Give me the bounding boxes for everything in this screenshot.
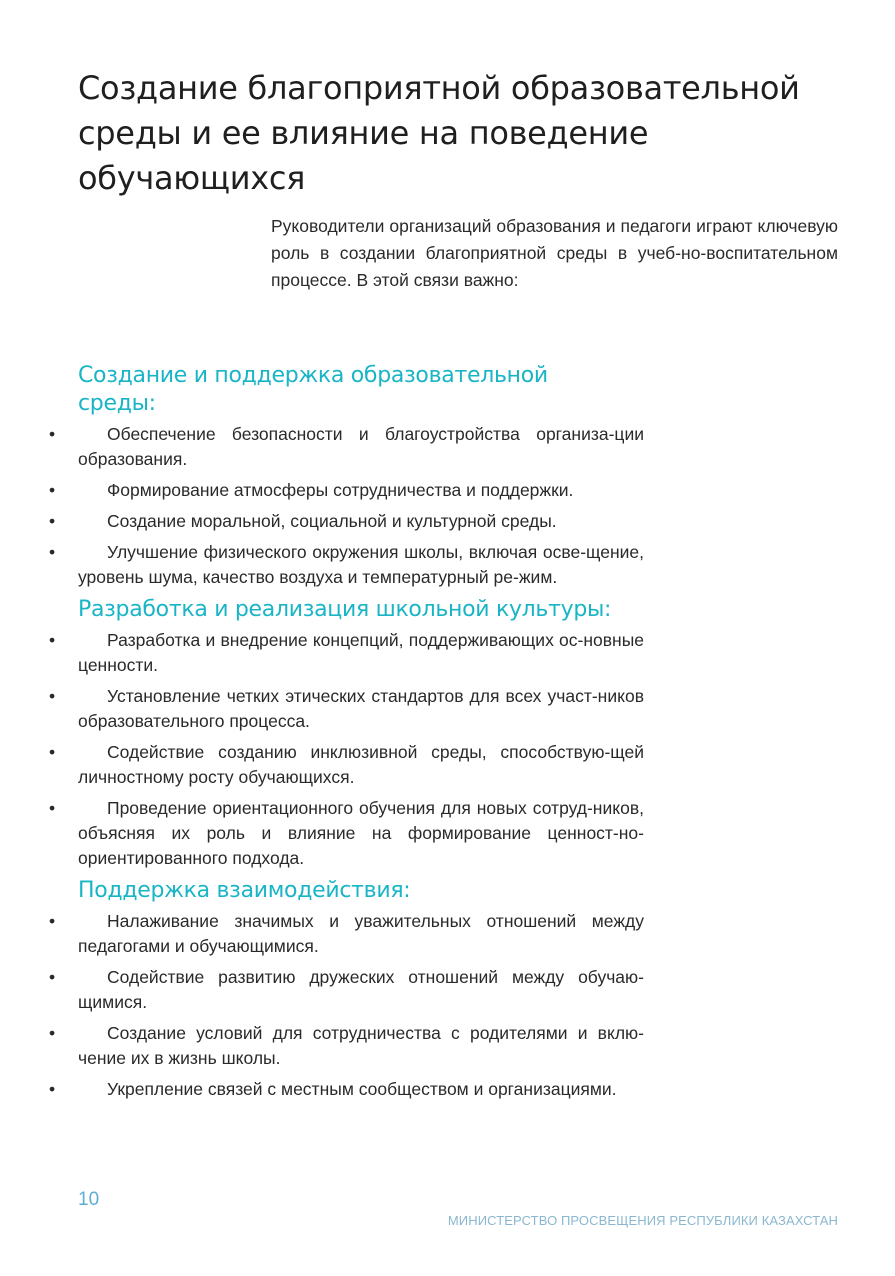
bullet-icon: •	[49, 630, 56, 650]
list-item	[49, 1077, 644, 1102]
list-item-text: Укрепление связей с местным сообществом и организациями.	[107, 1079, 617, 1099]
section-heading: Создание и поддержка образовательной среды:	[78, 363, 548, 416]
bullet-icon: •	[49, 798, 56, 818]
list-item-text: Установление четких этических стандартов для всех участ-ников образовательного процесса.	[78, 686, 644, 731]
list-item	[49, 628, 644, 678]
bullet-icon: •	[49, 1023, 56, 1043]
list-item-text: Содействие созданию инклюзивной среды, способствую-щей личностному росту обучающихся.	[78, 742, 644, 787]
list-item	[49, 796, 644, 871]
list-item-text: Улучшение физического окружения школы, включая осве-щение, уровень шума, качество воздуха и температурный ре-жим.	[78, 542, 644, 587]
list-item	[49, 422, 644, 472]
section-interaction	[49, 877, 644, 1102]
section-heading: Разработка и реализация школьной культуры:	[78, 597, 612, 622]
bullet-icon: •	[49, 911, 56, 931]
bullet-icon: •	[49, 967, 56, 987]
list-item	[49, 909, 644, 959]
bullet-list	[49, 909, 644, 1102]
footer-organization: МИНИСТЕРСТВО ПРОСВЕЩЕНИЯ РЕСПУБЛИКИ КАЗАХСТАН	[447, 1213, 838, 1228]
section-school-culture	[49, 596, 644, 871]
content-body	[49, 362, 644, 1108]
bullet-icon: •	[49, 542, 56, 562]
list-item	[49, 509, 644, 534]
page-number: 10	[78, 1189, 100, 1210]
list-item-text: Обеспечение безопасности и благоустройства организа-ции образования.	[78, 424, 644, 469]
list-item	[49, 540, 644, 590]
list-item-text: Создание моральной, социальной и культурной среды.	[107, 511, 557, 531]
page-title: Создание благоприятной образовательной среды и ее влияние на поведение обучающихся	[78, 69, 800, 197]
list-item	[49, 1021, 644, 1071]
bullet-icon: •	[49, 511, 56, 531]
bullet-list	[49, 628, 644, 871]
list-item	[49, 478, 644, 503]
bullet-icon: •	[49, 1079, 56, 1099]
bullet-icon: •	[49, 424, 56, 444]
bullet-icon: •	[49, 686, 56, 706]
list-item-text: Проведение ориентационного обучения для новых сотруд-ников, объясняя их роль и влияние на формирование ценност-но-ориентированного подхода.	[78, 798, 644, 868]
intro-paragraph: Руководители организаций образования и педагоги играют ключевую роль в создании благоприятной среды в учеб-но-воспитательном процессе. В этой связи важно:	[271, 216, 838, 290]
list-item-text: Налаживание значимых и уважительных отношений между педагогами и обучающимися.	[78, 911, 644, 956]
bullet-icon: •	[49, 480, 56, 500]
list-item	[49, 740, 644, 790]
section-heading: Поддержка взаимодействия:	[78, 878, 411, 903]
list-item-text: Содействие развитию дружеских отношений между обучаю-щимися.	[78, 967, 644, 1012]
list-item	[49, 684, 644, 734]
bullet-icon: •	[49, 742, 56, 762]
list-item-text: Создание условий для сотрудничества с родителями и вклю-чение их в жизнь школы.	[78, 1023, 644, 1068]
list-item-text: Формирование атмосферы сотрудничества и поддержки.	[107, 480, 574, 500]
bullet-list	[49, 422, 644, 590]
list-item-text: Разработка и внедрение концепций, поддерживающих ос-новные ценности.	[78, 630, 644, 675]
section-environment	[49, 362, 644, 590]
list-item	[49, 965, 644, 1015]
